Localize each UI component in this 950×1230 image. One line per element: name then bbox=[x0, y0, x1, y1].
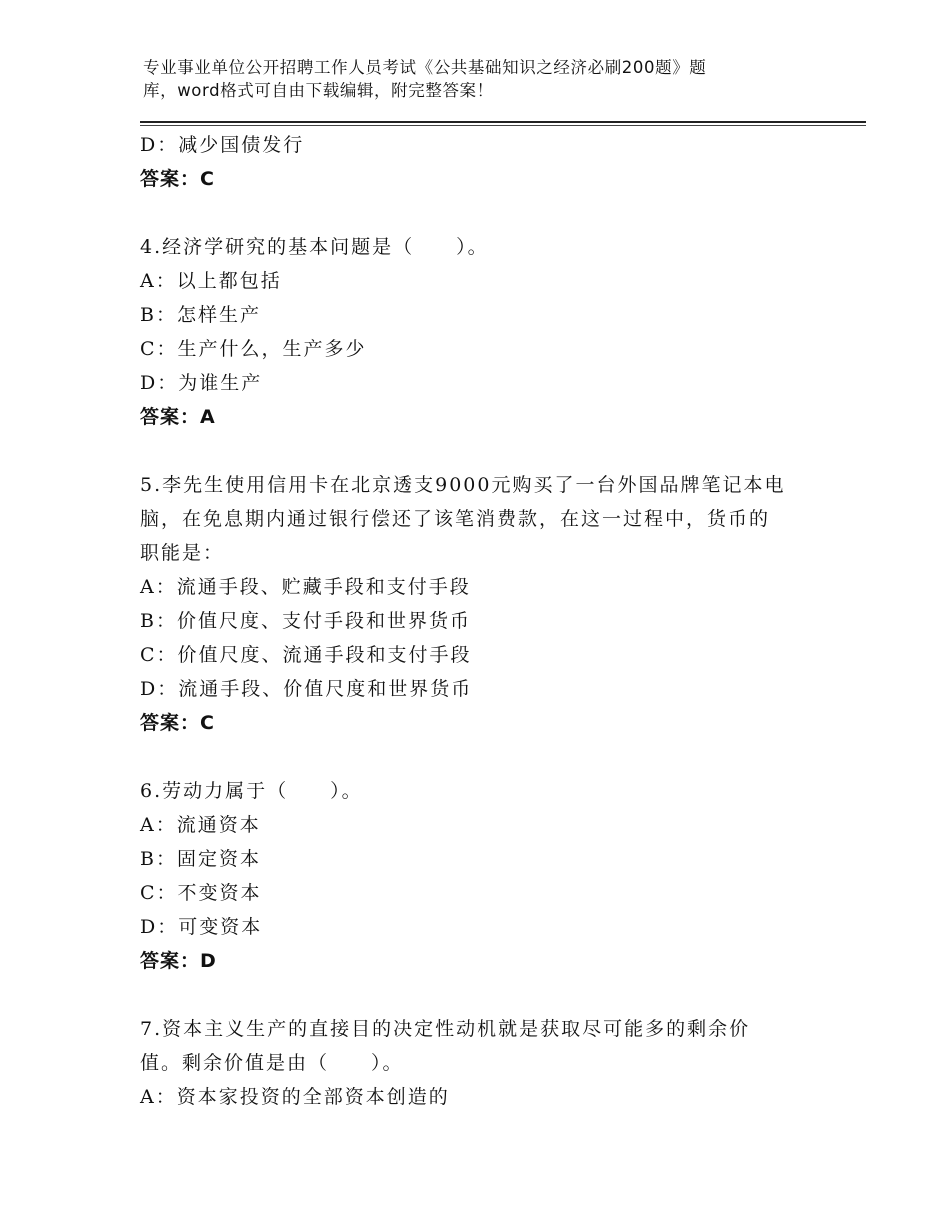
question-list bbox=[140, 128, 830, 1114]
answer-line: 答案：C bbox=[140, 712, 215, 734]
option-a: A：流通手段、贮藏手段和支付手段 bbox=[140, 576, 471, 598]
option-c: C：不变资本 bbox=[140, 882, 262, 904]
spacer bbox=[140, 196, 830, 230]
option-b: B：价值尺度、支付手段和世界货币 bbox=[140, 610, 471, 632]
question-block-5 bbox=[140, 468, 830, 740]
answer-line: 答案：A bbox=[140, 406, 216, 428]
question-block-4 bbox=[140, 230, 830, 434]
option-c: C：生产什么，生产多少 bbox=[140, 338, 367, 360]
spacer bbox=[140, 978, 830, 1012]
question-text: 值。剩余价值是由（ ）。 bbox=[140, 1052, 404, 1074]
option-c: C：价值尺度、流通手段和支付手段 bbox=[140, 644, 472, 666]
option-b: B：固定资本 bbox=[140, 848, 261, 870]
question-text: 7.资本主义生产的直接目的决定性动机就是获取尽可能多的剩余价 bbox=[140, 1018, 751, 1040]
option-a: A：以上都包括 bbox=[140, 270, 282, 292]
header-rule-thin bbox=[140, 125, 866, 126]
option-b: B：怎样生产 bbox=[140, 304, 261, 326]
spacer bbox=[140, 740, 830, 774]
header-line-1: 专业事业单位公开招聘工作人员考试《公共基础知识之经济必刷200题》题 bbox=[143, 58, 707, 77]
option-a: A：资本家投资的全部资本创造的 bbox=[140, 1086, 450, 1108]
question-block-7 bbox=[140, 1012, 830, 1114]
document-header bbox=[143, 56, 803, 102]
header-rule-thick bbox=[140, 121, 866, 123]
question-text: 职能是： bbox=[140, 542, 225, 564]
option-d: D：可变资本 bbox=[140, 916, 263, 938]
option-d: D：减少国债发行 bbox=[140, 134, 305, 156]
header-line-2: 库，word格式可自由下载编辑，附完整答案！ bbox=[143, 81, 494, 100]
option-a: A：流通资本 bbox=[140, 814, 261, 836]
question-text: 4.经济学研究的基本问题是（ ）。 bbox=[140, 236, 489, 258]
question-text: 6.劳动力属于（ ）。 bbox=[140, 780, 363, 802]
answer-line: 答案：D bbox=[140, 950, 217, 972]
spacer bbox=[140, 434, 830, 468]
option-d: D：流通手段、价值尺度和世界货币 bbox=[140, 678, 473, 700]
answer-line: 答案：C bbox=[140, 168, 215, 190]
question-text: 5.李先生使用信用卡在北京透支9000元购买了一台外国品牌笔记本电 bbox=[140, 474, 786, 496]
option-d: D：为谁生产 bbox=[140, 372, 263, 394]
question-block-6 bbox=[140, 774, 830, 978]
question-text: 脑，在免息期内通过银行偿还了该笔消费款，在这一过程中，货币的 bbox=[140, 508, 771, 530]
